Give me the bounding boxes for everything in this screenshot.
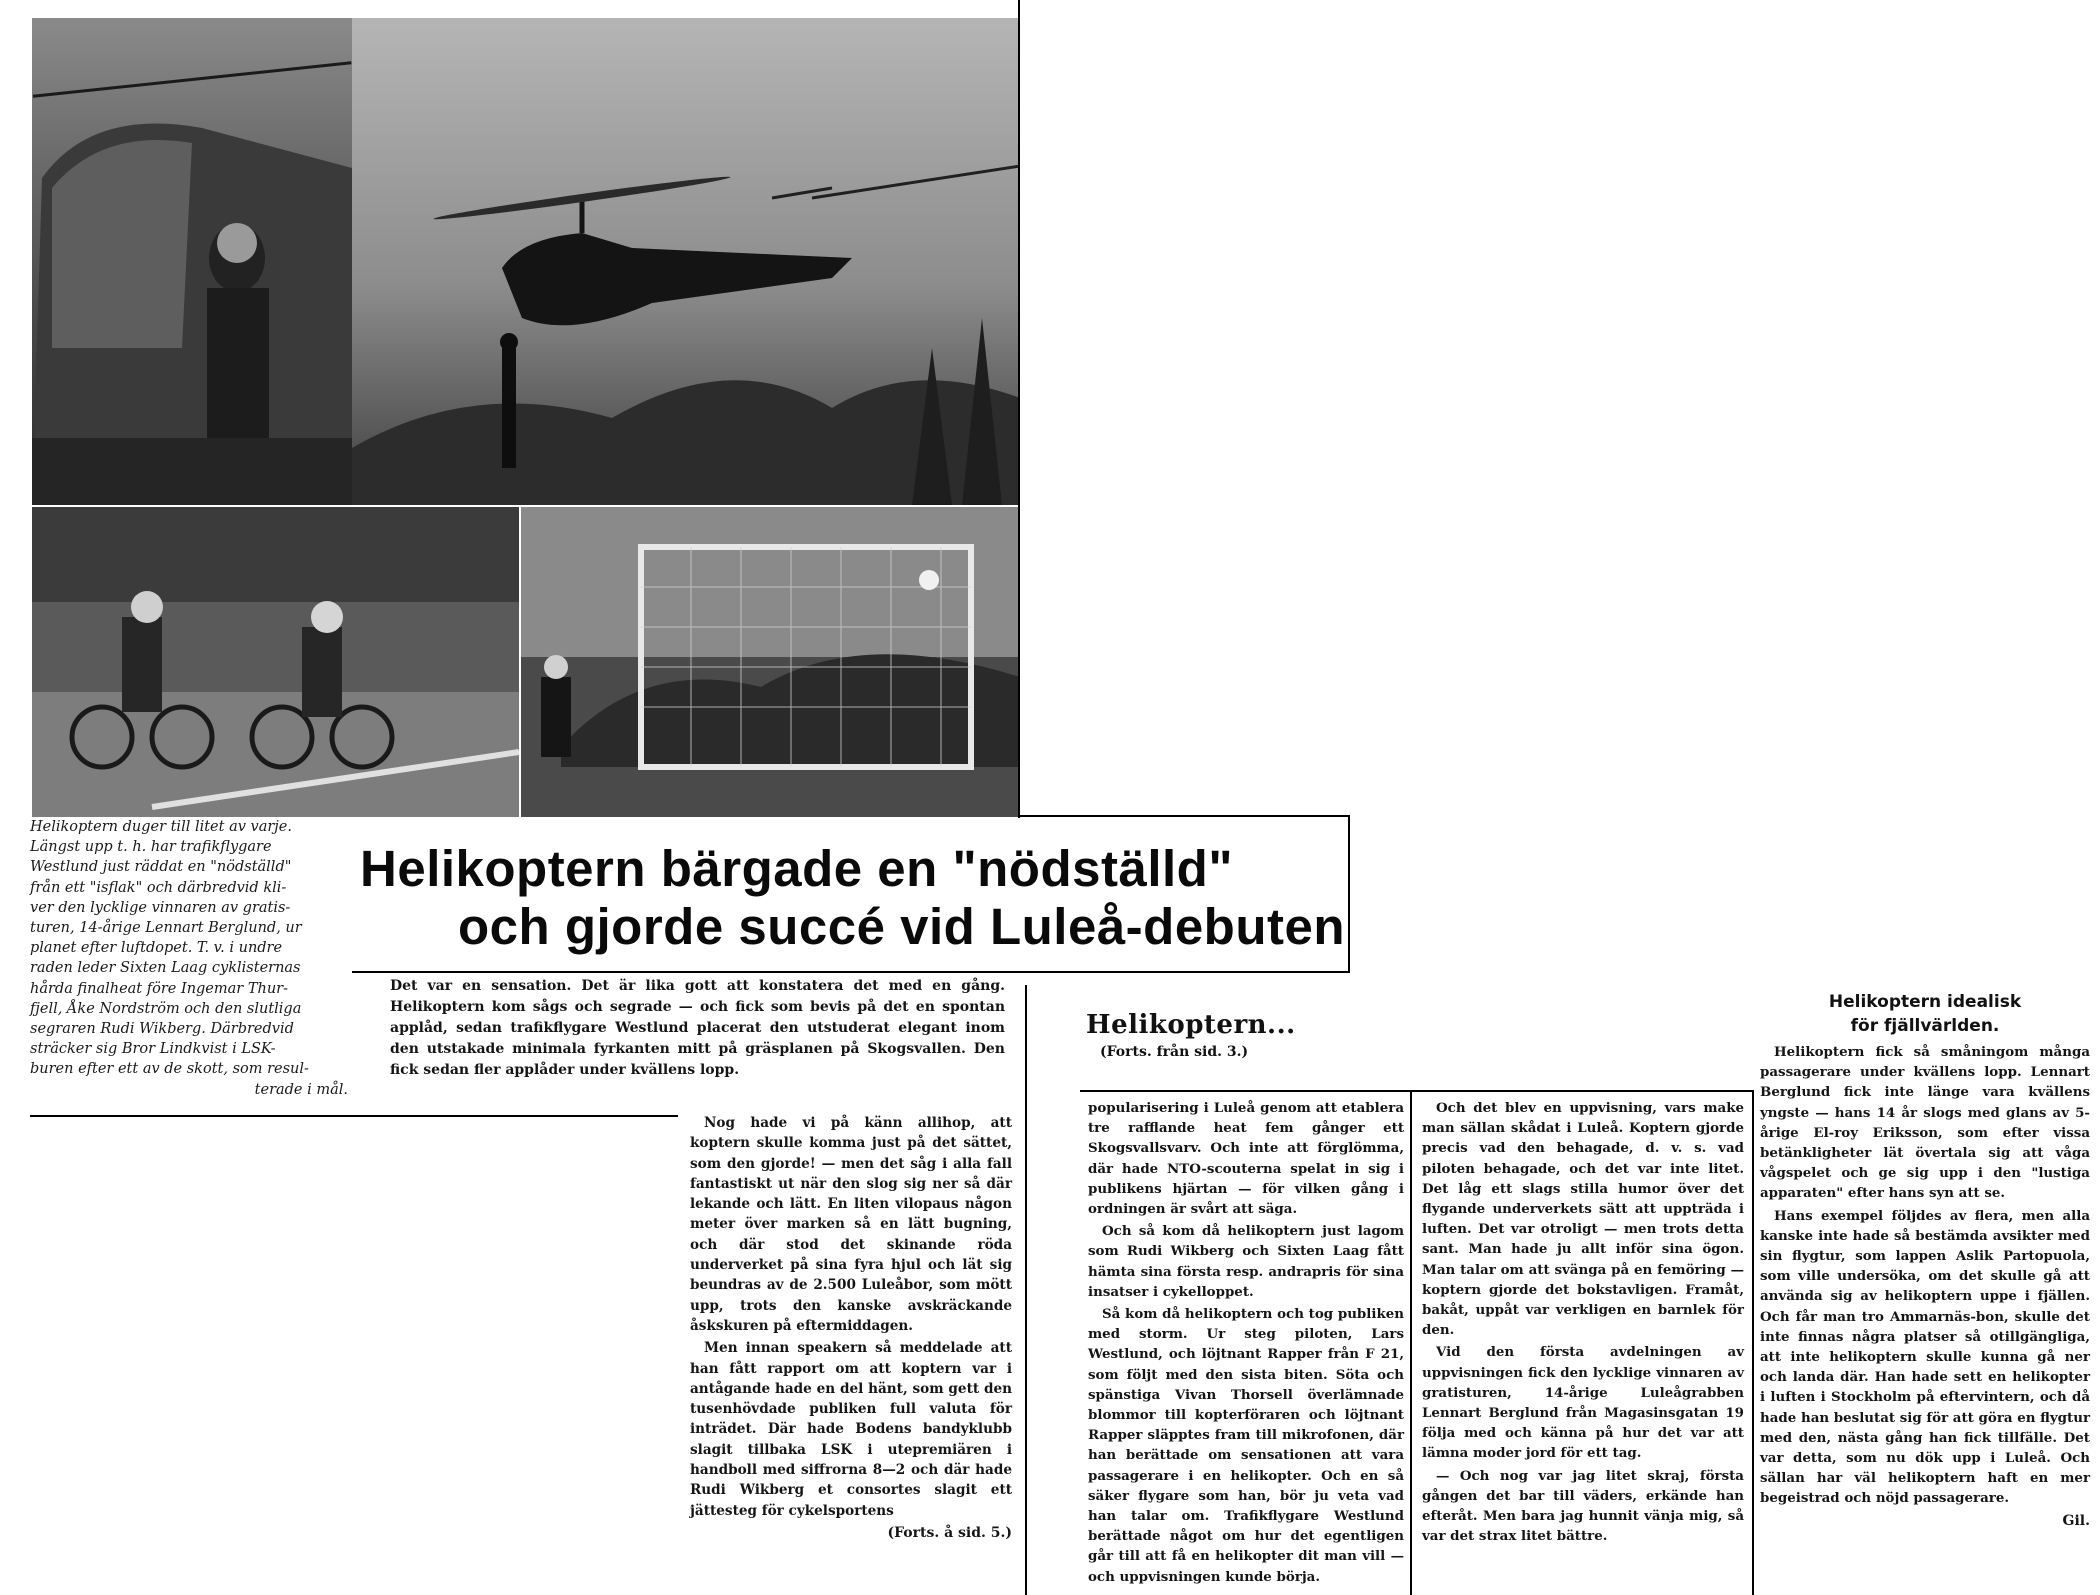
caption-line: ver den lycklige vinnaren av gratis-: [30, 899, 291, 916]
photo-cycle-race-image: [32, 507, 519, 817]
rule-cont-title: [1080, 1090, 1752, 1092]
rule-headline-bottom: [352, 971, 1350, 973]
photo-caption: [30, 817, 348, 1100]
sidebar-body: [1760, 1042, 2090, 1531]
rule-headline-right: [1348, 815, 1350, 973]
lead-text: Det var en sensation. Det är lika gott att konstatera det med en gång. Helikoptern kom sågs och segrade — och fick som bevis på det en spontan applåd, sedan trafikflygare Westlund placerat den utstuderat elegant inom den utstakade minimala fyrkanten mitt på gräsplanen på Skogsvallen. Den fick sedan fler applåder under kvällens lopp.: [390, 978, 1005, 1078]
continuation-column-a: [1088, 1098, 1404, 1589]
photo-helicopter-rescue-image: [352, 18, 1020, 505]
continuation-paragraph: Vid den första avdelningen av uppvisningen fick den lycklige vinnaren av gratisturen, 14-årige Luleågrabben Lennart Berglund från Magasinsgatan 19 följa med och känna på hur det var att lämna moder jord för ett tag.: [1422, 1344, 1744, 1462]
rule-right-of-photos: [1018, 0, 1020, 818]
continuation-column-b: [1422, 1098, 1744, 1548]
signature: Gil.: [2062, 1512, 2090, 1529]
headline-line1: Helikoptern bärgade en "nödställd": [360, 840, 1233, 897]
continuation-title: Helikoptern...: [1086, 1010, 1296, 1040]
continuation-paragraph: Och det blev en uppvisning, vars make man sällan skådat i Luleå. Koptern gjorde precis vad den behagade, d. v. s. vad piloten behagade, och det var inte litet. Det låg ett slags stilla humor över det flygande underverkets sätt att uppträda i luften. Det var otroligt — men trots detta sant. Man hade ju allt inför sina ögon. Man talar om att svänga på en femöring — koptern gjorde det bokstavligen. Framåt, bakåt, uppåt var verkligen en barnlek för den.: [1422, 1100, 1744, 1339]
rule-col1-right: [1025, 985, 1027, 1595]
caption-line: från ett "isflak" och därbredvid kli-: [30, 879, 287, 896]
photo-helicopter-rescue: [352, 18, 1020, 505]
caption-line: planet efter luftdopet. T. v. i undre: [30, 940, 283, 957]
headline-line2: och gjorde succé vid Luleå-debuten: [458, 898, 1345, 955]
sidebar-title: [1760, 990, 2090, 1038]
caption-line: hårda finalheat före Ingemar Thur-: [30, 980, 289, 997]
caption-line: Helikoptern duger till litet av varje.: [30, 819, 292, 835]
sidebar-paragraph: Hans exempel följdes av flera, men alla kanske inte hade så bestämda avsikter med sin flygtur, som lappen Aslik Partopuola, som ville undersöka, om det skulle gå att använda sig av helikoptern uppe i fjällen. Och får man tro Ammarnäs-bon, skulle det inte finnas några platser så otillgängliga, att inte helikoptern skulle kunna gå ner och landa där. Han hade sett en helikopter i luften i Stockholm på eftervintern, och då hade han beslutat sig för att göra en flygtur med den, nästa gång han fick tillfälle. Det var detta, som nu dök upp i Luleå. Och sällan har väl helikoptern haft en mer begeistrad och nöjd passagerare.: [1760, 1207, 2090, 1507]
rule-cont-right: [1410, 1090, 1412, 1595]
sidebar-article: [1760, 990, 2090, 1531]
caption-line: Westlund just räddat en "nödställd": [30, 859, 292, 876]
photo-helicopter-ground-image: [32, 18, 352, 505]
caption-line: Längst upp t. h. har trafikflygare: [30, 839, 272, 856]
sidebar-title-line1: Helikoptern idealisk: [1828, 992, 2022, 1012]
sidebar-paragraph: Helikoptern fick så småningom många passagerare under kvällens lopp. Lennart Berglund fick inte länge vara kvällens yngste — hans 14 år slogs med glans av 5-årige El-roy Eriksson, som efter vissa betänkligheter lät övertala sig att våga vågspelet och ge sig upp i den "lustiga apparaten" efter hans syn att se.: [1760, 1044, 2090, 1202]
article-column-1: [690, 1113, 1012, 1543]
caption-line: segraren Rudi Wikberg. Därbredvid: [30, 1021, 294, 1038]
photo-cycle-race: [32, 507, 519, 817]
caption-line: buren efter ett av de skott, som resul-: [30, 1061, 309, 1078]
headline: [360, 840, 1345, 956]
lead-paragraph: [390, 976, 1005, 1083]
caption-line: terade i mål.: [254, 1081, 348, 1098]
continuation-paragraph: — Och nog var jag litet skraj, första gången det bar till väders, erkände han efteråt. Men bara jag hunnit vänja mig, så var det strax litet bättre.: [1422, 1467, 1744, 1545]
photo-handball-goal-image: [521, 507, 1020, 817]
caption-line: sträcker sig Bror Lindkvist i LSK-: [30, 1041, 276, 1058]
rule-under-caption: [30, 1115, 678, 1117]
photo-helicopter-ground: [32, 18, 352, 505]
continuation-paragraph: Så kom då helikoptern och tog publiken med storm. Ur steg piloten, Lars Westlund, och löjtnant Rapper från F 21, som följt med den sista biten. Söta och spänstiga Vivan Thorsell överlämnade blommor till kopterföraren och löjtnant Rapper släpptes fram till mikrofonen, där han berättade om sensationen att vara passagerare i en helikopter. Och en så säker flygare som han, bör ju veta vad han talar om. Trafikflygare Westlund berättade något om hur det egentligen går till att få en helikopter dit man vill — och uppvisningen kunde börja.: [1088, 1306, 1404, 1585]
caption-line: fjell, Åke Nordström och den slutliga: [30, 1000, 302, 1017]
photo-handball-goal: [521, 507, 1020, 817]
caption-line: turen, 14-årige Lennart Berglund, ur: [30, 920, 302, 937]
rule-headline-top: [1020, 815, 1350, 817]
continuation-paragraph: Och så kom då helikoptern just lagom som Rudi Wikberg och Sixten Laag fått hämta sina första resp. andrapris för sina insatser i cykelloppet.: [1088, 1223, 1404, 1300]
column1-paragraph: Nog hade vi på känn allihop, att koptern skulle komma just på det sättet, som den gjorde! — men det såg i alla fall fantastiskt ut när den slog sig ner så där lekande och lätt. En liten vilopaus någon meter över marken så en lätt bugning, och där stod det skinande röda underverket på sina fyra hjul och lät sig beundras av de 2.500 Luleåbor, som mött upp, trots den kanske avskräckande åskskuren på eftermiddagen.: [690, 1115, 1012, 1334]
rule-colb-right: [1752, 1090, 1754, 1595]
continuation-header: [1086, 1010, 1406, 1060]
continuation-paragraph: popularisering i Luleå genom att etablera tre rafflande heat fem gånger ett Skogsvallsvarv. Och inte att förglömma, där hade NTO-scouterna spelat in sig i publikens hjärtan — för vilken gång i ordningen är svårt att säga.: [1088, 1100, 1404, 1218]
continuation-note: (Forts. från sid. 3.): [1100, 1044, 1249, 1060]
sidebar-title-line2: för fjällvärlden.: [1850, 1016, 2000, 1036]
forts-note: (Forts. å sid. 5.): [887, 1524, 1012, 1541]
caption-line: raden leder Sixten Laag cyklisternas: [30, 960, 301, 977]
column1-paragraph: Men innan speakern så meddelade att han fått rapport om att koptern var i antågande hade en del hänt, som gett den tusenhövdade publiken full valuta för inträdet. Där hade Bodens bandyklubb slagit tillbaka LSK i utepremiären i handboll med siffrorna 8—2 och där hade Rudi Wikberg et consortes slagit ett jättesteg för cykelsportens: [690, 1340, 1012, 1519]
